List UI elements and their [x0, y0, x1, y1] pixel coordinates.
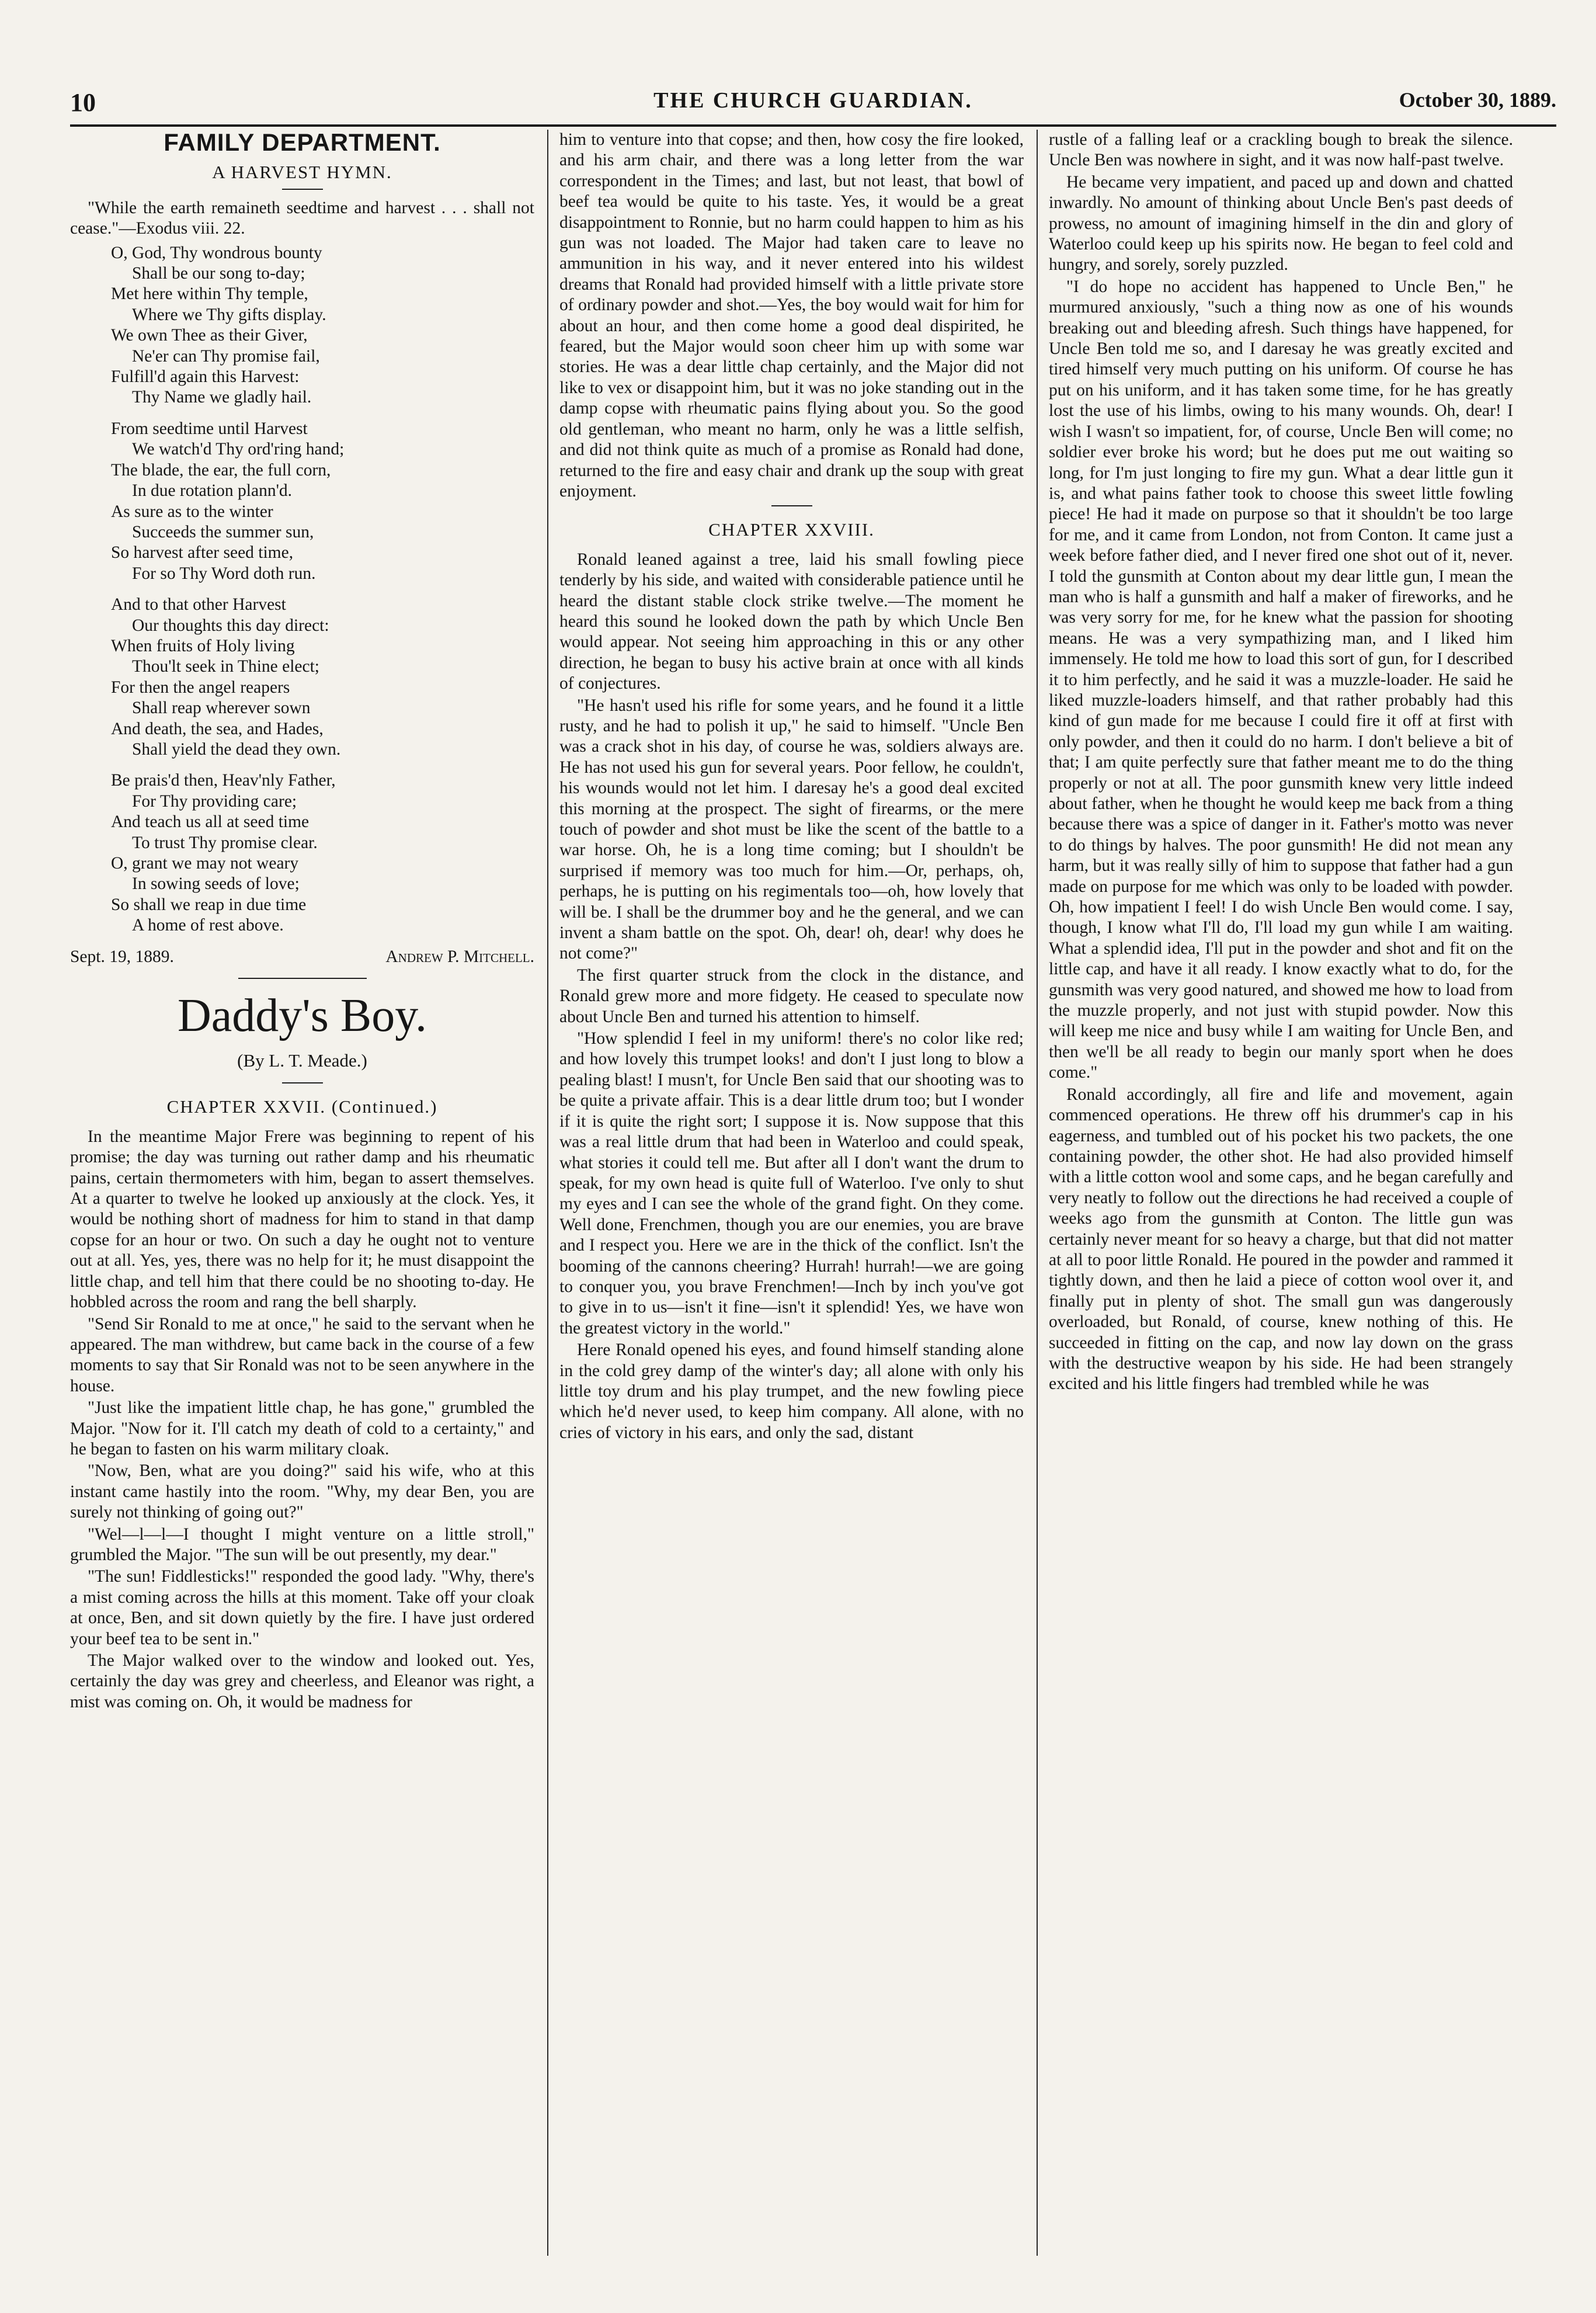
poem-line: So shall we reap in due time	[111, 895, 307, 914]
divider	[771, 505, 812, 506]
masthead	[70, 88, 1556, 123]
chapter-heading: CHAPTER XXVIII.	[708, 519, 875, 540]
poem-line: As sure as to the winter	[111, 502, 273, 521]
poem-line: Ne'er can Thy promise fail,	[132, 346, 320, 366]
paper-title: THE CHURCH GUARDIAN.	[653, 88, 973, 113]
poem-line: For Thy providing care;	[132, 791, 297, 811]
poem-line: We watch'd Thy ord'ring hand;	[132, 440, 345, 459]
poem-line: Be prais'd then, Heav'nly Father,	[111, 771, 336, 790]
story-paragraph: "He hasn't used his rifle for some years, and he found it a little rusty, and he had to polish it up," he said to himself. "Uncle Ben was a crack shot in his day, of course he was, soldiers always are. He has not used his gun for several years. Poor fellow, he couldn't, his wounds would not let him. I daresay he's a good deal excited this morning at the prospect. The sight of firearms, or the mere touch of powder and shot must be like the scent of the battle to a war horse. Oh, he is a long time coming; but I shouldn't be surprised if memory was too much for him.—Or, perhaps, oh, perhaps, he is putting on his regimentals too—oh, how lovely that will be. I shall be the drummer boy and he the general, and we can invent a sham battle on the spot. Oh, dear! oh, dear! why does he not come?"	[559, 696, 1024, 963]
poem-line: The blade, the ear, the full corn,	[111, 460, 331, 480]
poem-author: Andrew P. Mitchell.	[385, 947, 534, 966]
poem-line: And teach us all at seed time	[111, 812, 310, 832]
poem-line: O, grant we may not weary	[111, 854, 299, 873]
story-paragraph: "Wel—l—l—I thought I might venture on a little stroll," grumbled the Major. "The sun will be out presently, my dear."	[70, 1524, 534, 1564]
story-paragraph: "The sun! Fiddlesticks!" responded the good lady. "Why, there's a mist coming across the hills at this moment. Take off your cloak at once, Ben, and sit down quietly by the fire. I have just ordered your beef tea to be sent in."	[70, 1567, 534, 1648]
poem-line: And death, the sea, and Hades,	[111, 719, 324, 738]
poem-line: Where we Thy gifts display.	[132, 305, 326, 324]
poem-line: In sowing seeds of love;	[132, 874, 300, 894]
poem-line: Shall be our song to-day;	[132, 264, 305, 283]
story-paragraph: Ronald leaned against a tree, laid his small fowling piece tenderly by his side, and waited with considerable patience until he heard the distant stable clock strike twelve.—The moment he heard this sound he looked down the path by which Uncle Ben would appear. Not seeing him approaching in this or any other direction, he began to busy his active brain at once with all kinds of conjectures.	[559, 550, 1024, 693]
chapter-heading: CHAPTER XXVII. (Continued.)	[166, 1096, 438, 1117]
poem-line: Succeeds the summer sun,	[132, 522, 314, 541]
divider	[238, 978, 367, 979]
serial-title: Daddy's Boy.	[178, 990, 427, 1042]
story-paragraph: Here Ronald opened his eyes, and found himself standing alone in the cold grey damp of the winter's day; all alone with only his little toy drum and his play trumpet, and the new fowling piece which he'd never used, to keep him company. All alone, with no cries of victory in his ears, and only the sad, distant	[559, 1340, 1024, 1442]
column-2	[559, 130, 1024, 2266]
story-paragraph: "Now, Ben, what are you doing?" said his wife, who at this instant came hastily into the room. "Why, my dear Ben, you are surely not thinking of going out?"	[70, 1461, 534, 1522]
poem-line: Met here within Thy temple,	[111, 284, 308, 304]
poem-stanza	[111, 243, 534, 408]
divider	[282, 189, 323, 190]
page-number: 10	[70, 88, 96, 117]
poem-date: Sept. 19, 1889.	[70, 947, 174, 966]
poem-line: We own Thee as their Giver,	[111, 326, 308, 345]
poem-line: O, God, Thy wondrous bounty	[111, 243, 322, 262]
poem-line: Thy Name we gladly hail.	[132, 388, 312, 407]
poem-line: Fulfill'd again this Harvest:	[111, 367, 300, 387]
story-paragraph: "Just like the impatient little chap, he has gone," grumbled the Major. "Now for it. I'll catch my death of cold to a certainty," and he began to fasten on his warm military cloak.	[70, 1398, 534, 1458]
poem-line: So harvest after seed time,	[111, 543, 294, 562]
poem-stanza	[111, 770, 534, 936]
poem-epigraph: "While the earth remaineth seedtime and harvest . . . shall not cease."—Exodus viii. 22.	[70, 198, 534, 238]
poem-line: When fruits of Holy living	[111, 636, 295, 655]
story-paragraph: him to venture into that copse; and then, how cosy the fire looked, and his arm chair, and there was a long letter from the war correspondent in the Times; and last, but not least, that bowl of beef tea would be quite to his taste. Yes, it would be a great disappointment to Ronnie, but no harm could happen to him as his gun was not loaded. The Major had taken care to leave no ammunition in his way, and it never entered into his wildest dreams that Ronald had provided himself with a little private store of ordinary powder and shot.—Yes, the boy would wait for him for about an hour, and then come home a good deal dispirited, he feared, but the Major would soon cheer him up with some war stories. He was a dear little chap certainly, and the Major did not like to vex or disappoint him, but it was no joke standing out in the damp copse with rheumatic pains flying about you. So the good old gentleman, who meant no harm, only he was a little selfish, and did not think quite as much of a promise as Ronald had done, returned to the fire and easy chair and drank up the soup with great enjoyment.	[559, 130, 1024, 501]
poem-line: A home of rest above.	[132, 916, 284, 935]
poem-line: For then the angel reapers	[111, 678, 290, 697]
harvest-hymn-poem	[111, 243, 534, 936]
issue-date: October 30, 1889.	[1399, 88, 1556, 112]
divider	[282, 1082, 323, 1083]
poem-line: Shall reap wherever sown	[132, 699, 311, 718]
story-paragraph: The first quarter struck from the clock in the distance, and Ronald grew more and more fidgety. He ceased to speculate now about Uncle Ben and turned his attention to himself.	[559, 966, 1024, 1026]
poem-line: For so Thy Word doth run.	[132, 564, 316, 583]
poem-line: Thou'lt seek in Thine elect;	[132, 657, 319, 676]
column-divider	[1037, 130, 1038, 2256]
story-paragraph: "Send Sir Ronald to me at once," he said to the servant when he appeared. The man withdrew, but came back in the course of a few moments to say that Sir Ronald was not to be seen anywhere in the house.	[70, 1314, 534, 1395]
story-paragraph: He became very impatient, and paced up and down and chatted inwardly. No amount of thinking about Uncle Ben's past deeds of prowess, no amount of imagining himself in the din and glory of Waterloo could keep up his spirits now. He began to feel cold and hungry, and sorely, sorely puzzled.	[1049, 172, 1513, 275]
story-paragraph: "I do hope no accident has happened to Uncle Ben," he murmured anxiously, "such a thing now as one of his wounds breaking out and bleeding afresh. Such things have happened, for Uncle Ben told me so, and I daresay he was greatly excited and tired himself very much putting on his uniform. Of course he has put on his uniform, and it has taken some time, for he has greatly lost the use of his limbs, owing to his many wounds. Oh, dear! I wish I wasn't so impatient, for, of course, Uncle Ben will come; no soldier ever broke his word; but he does put me out waiting so long, for I'm just longing to fire my gun. What a dear little gun it is, and what pains father took to choose this sweet little fowling piece! He had it made on purpose so that it shouldn't be too large for me, and it came from London, not from Conton. It came just a week before father died, and I never fired one shot out of it, never. I told the gunsmith at Conton about my dear little gun, I mean the man who is half a gunsmith and half a maker of fireworks, and he was very sorry for me, for he knew what the passion for shooting means. He was a very sympathizing man, and I liked him immensely. He told me how to load this sort of gun, for I described it to him perfectly, and he said it was a muzzle-loader. He said he liked muzzle-loaders himself, and that rather probably had this kind of gun made for me because I could fire it off at first with only powder, and then it could do no harm. I don't believe a bit of that; I am quite perfectly sure that father meant me to do the thing properly or not at all. The poor gunsmith knew very little indeed about father, when he thought he would keep me back from a thing because there was a spice of danger in it. Father's motto was never to do things by halves. The poor gunsmith! He did not mean any harm, but it was really silly of him to suppose that father had a gun made on purpose for me which was only to be loaded with powder. Oh, how impatient I feel! I do wish Uncle Ben would come. I say, though, I know what I'll do, I'll load my gun while I am waiting. What a splendid idea, I'll put in the powder and shot and fit on the little cap, and have it all ready. I know exactly what to do, for the gunsmith was very good natured, and showed me how to load from the muzzle properly, and not just with stupid powder. Now this will keep me nice and busy while I am waiting for Uncle Ben, and then we'll be all ready to begin our manly sport when he does come."	[1049, 277, 1513, 1082]
poem-line: Shall yield the dead they own.	[132, 739, 341, 759]
poem-title: A HARVEST HYMN.	[212, 162, 392, 183]
story-paragraph: The Major walked over to the window and looked out. Yes, certainly the day was grey and cheerless, and Eleanor was right, a mist was coming on. Oh, it would be madness for	[70, 1651, 534, 1711]
story-paragraph: rustle of a falling leaf or a crackling bough to break the silence. Uncle Ben was nowhere in sight, and it was now half-past twelve.	[1049, 130, 1513, 170]
masthead-rule	[70, 124, 1556, 127]
poem-signature	[70, 947, 534, 967]
poem-stanza	[111, 595, 534, 760]
poem-line: To trust Thy promise clear.	[132, 833, 318, 852]
story-paragraph: In the meantime Major Frere was beginning to repent of his promise; the day was turning out rather damp and his rheumatic pains, certain thermometers with him, began to assert themselves. At a quarter to twelve he looked up anxiously at the clock. Yes, it would be nothing short of madness for him to stand in that damp copse for an hour or two. On such a day he ought not to venture out at all. Yes, yes, there was no help for it; he must disappoint the little chap, and tell him that there could be no shooting to-day. He hobbled across the room and rang the bell sharply.	[70, 1127, 534, 1312]
column-divider	[547, 130, 548, 2256]
column-1	[70, 130, 534, 2266]
poem-line: And to that other Harvest	[111, 595, 286, 614]
column-3	[1049, 130, 1513, 2266]
poem-line: From seedtime until Harvest	[111, 419, 308, 438]
department-heading: FAMILY DEPARTMENT.	[164, 130, 441, 156]
serial-byline: (By L. T. Meade.)	[237, 1050, 367, 1071]
story-paragraph: "How splendid I feel in my uniform! there's no color like red; and how lovely this trumpet looks! and don't I just long to blow a pealing blast! I musn't, for Uncle Ben said that our shooting was to be quite a private affair. This is a dear little drum too; but I wonder if it is quite the right sort; I suppose it is. Now suppose that this was a real little drum that had been in Waterloo and could speak, what stories it could tell me. But after all I don't want the drum to speak, for my own head is quite full of Waterloo. I've only to shut my eyes and I can see the whole of the grand fight. On they come. Well done, Frenchmen, though you are our enemies, you are brave and I respect you. Here we are in the thick of the conflict. Isn't the booming of the cannons cheering? Hurrah! hurrah!—we are going to conquer you, you brave Frenchmen!—Inch by inch you've got to give in to us—isn't it fine—isn't it splendid! Yes, we have won the greatest victory in the world."	[559, 1029, 1024, 1338]
poem-stanza	[111, 419, 534, 584]
story-paragraph: Ronald accordingly, all fire and life and movement, again commenced operations. He threw off his drummer's cap in his eagerness, and tumbled out of his pocket his two packets, the one containing powder, the other shot. He had also provided himself with a little cotton wool and some caps, and he began carefully and very neatly to follow out the directions he had received a couple of weeks ago from the gunsmith at Conton. The little gun was certainly never meant for so heavy a charge, but that did not matter at all to poor little Ronald. He poured in the powder and rammed it tightly down, and then he laid a piece of cotton wool over it, and finally put in plenty of shot. The small gun was dangerously overloaded, but Ronald, of course, knew nothing of this. He succeeded in fitting on the cap, and now lay down on the grass with the destructive weapon by his side. He had been strangely excited and his little fingers had trembled while he was	[1049, 1085, 1513, 1394]
poem-line: Our thoughts this day direct:	[132, 616, 329, 635]
poem-line: In due rotation plann'd.	[132, 481, 293, 501]
